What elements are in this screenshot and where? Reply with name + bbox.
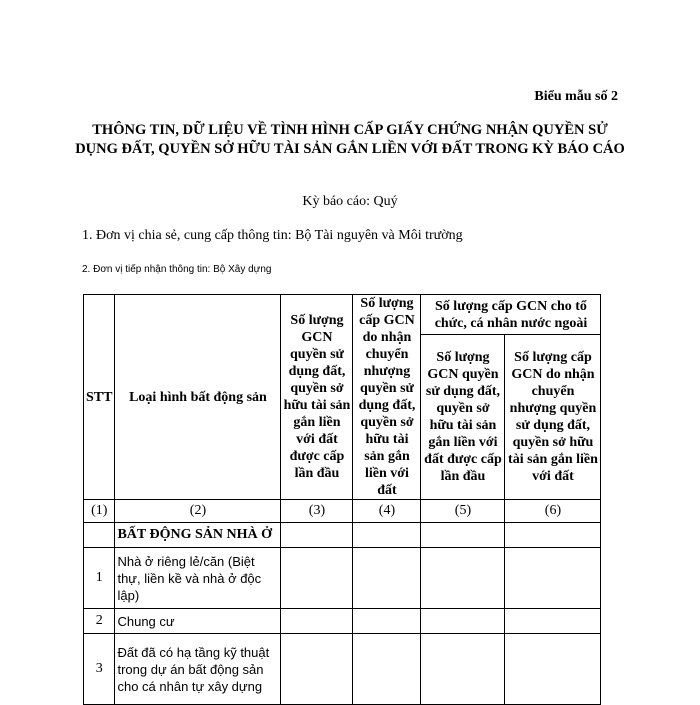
table-cell: [505, 634, 601, 705]
row-property-type: Nhà ở riêng lẻ/căn (Biệt thự, liền kề và nhà ở độc lập): [115, 548, 281, 609]
form-number: Biểu mẫu số 2: [534, 89, 618, 104]
column-index: (3): [281, 500, 353, 523]
column-index: (4): [353, 500, 421, 523]
table-cell: [505, 523, 601, 548]
header-gcn-first-issue: Số lượng GCN quyền sử dụng đất, quyền sở hữu tài sản gắn liền với đất được cấp lần đầu: [281, 295, 353, 500]
table-cell: [421, 523, 505, 548]
table-row: [84, 609, 601, 634]
table-cell: [421, 634, 505, 705]
table-cell: [421, 548, 505, 609]
header-stt: STT: [84, 295, 115, 500]
row-number: 3: [84, 634, 115, 705]
section-label: BẤT ĐỘNG SẢN NHÀ Ở: [115, 523, 281, 548]
row-number: 1: [84, 548, 115, 609]
table-cell: [353, 609, 421, 634]
provider-line: 1. Đơn vị chia sẻ, cung cấp thông tin: Bộ Tài nguyên và Môi trường: [82, 228, 463, 243]
document-title: THÔNG TIN, DỮ LIỆU VỀ TÌNH HÌNH CẤP GIẤY CHỨNG NHẬN QUYỀN SỬ DỤNG ĐẤT, QUYỀN SỞ HỮU TÀI SẢN GẮN LIỀN VỚI ĐẤT TRONG KỲ BÁO CÁO: [75, 122, 625, 157]
row-number: 2: [84, 609, 115, 634]
table-cell: [281, 548, 353, 609]
header-foreign-group: Số lượng cấp GCN cho tổ chức, cá nhân nước ngoài: [421, 295, 601, 335]
row-property-type: Đất đã có hạ tầng kỹ thuật trong dự án bất động sản cho cá nhân tự xây dựng: [115, 634, 281, 705]
column-index: (5): [421, 500, 505, 523]
table-cell: [84, 523, 115, 548]
table-cell: [353, 523, 421, 548]
header-property-type: Loại hình bất động sản: [115, 295, 281, 500]
column-index: (2): [115, 500, 281, 523]
table-cell: [281, 523, 353, 548]
table-cell: [505, 609, 601, 634]
table-row: [84, 634, 601, 705]
table-cell: [281, 634, 353, 705]
column-index: (6): [505, 500, 601, 523]
header-foreign-first-issue: Số lượng GCN quyền sử dụng đất, quyền sở hữu tài sản gắn liền với đất được cấp lần đầu: [421, 335, 505, 500]
table-cell: [505, 548, 601, 609]
header-gcn-transfer: Số lượng cấp GCN do nhận chuyển nhượng quyền sử dụng đất, quyền sở hữu tài sản gắn liền với đất: [353, 295, 421, 500]
header-foreign-transfer: Số lượng cấp GCN do nhận chuyển nhượng quyền sử dụng đất, quyền sở hữu tài sản gắn liền với đất: [505, 335, 601, 500]
column-index-row: [84, 500, 601, 523]
section-row: [84, 523, 601, 548]
receiver-line: 2. Đơn vị tiếp nhận thông tin: Bộ Xây dựng: [82, 264, 272, 275]
table-row: [84, 548, 601, 609]
row-property-type: Chung cư: [115, 609, 281, 634]
table-cell: [421, 609, 505, 634]
report-table: [83, 294, 601, 705]
table-cell: [353, 634, 421, 705]
report-period: Kỳ báo cáo: Quý: [302, 194, 398, 209]
table-cell: [353, 548, 421, 609]
column-index: (1): [84, 500, 115, 523]
table-cell: [281, 609, 353, 634]
